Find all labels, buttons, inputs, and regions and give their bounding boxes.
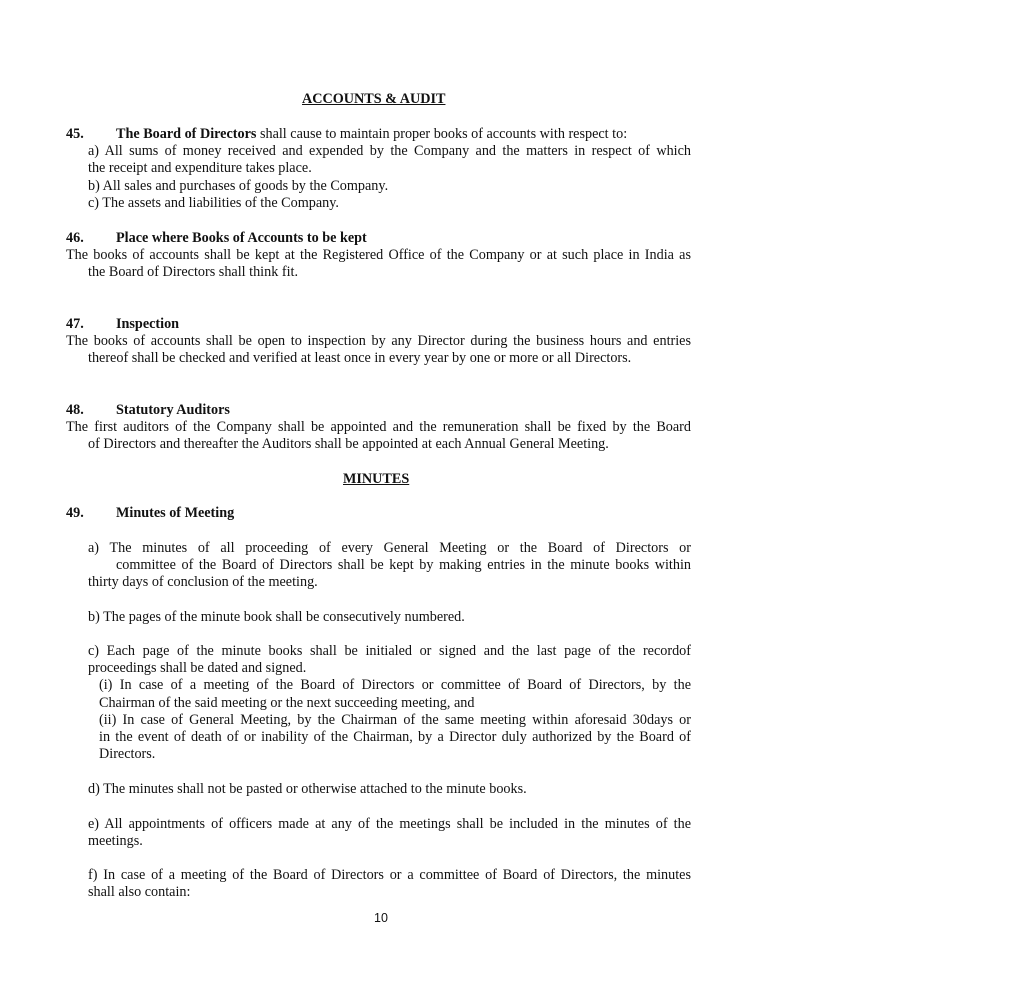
- clause-title: Minutes of Meeting: [116, 505, 235, 521]
- clause-48: [66, 402, 691, 454]
- clause-46: [66, 230, 691, 282]
- clause-number: 48.: [66, 402, 84, 418]
- clause-number: 46.: [66, 230, 84, 246]
- clause-49-item-a: [66, 540, 691, 592]
- clause-49-item-b: [66, 609, 691, 626]
- clause-45-item-b: b) All sales and purchases of goods by the Company.: [88, 177, 389, 194]
- clause-49-e-line2: meetings.: [88, 833, 143, 850]
- clause-49-d: d) The minutes shall not be pasted or otherwise attached to the minute books.: [88, 781, 527, 797]
- clause-49-a-line2: committee of the Board of Directors shall be kept by making entries in the minute books within: [116, 557, 691, 574]
- clause-49-c-line1: c) Each page of the minute books shall be initialed or signed and the last page of the recordof: [88, 643, 691, 659]
- clause-48-line2: of Directors and thereafter the Auditors shall be appointed at each Annual General Meeting.: [88, 436, 609, 453]
- clause-lead-text: shall cause to maintain proper books of accounts with respect to:: [256, 126, 628, 142]
- clause-49-c-i-line2: Chairman of the said meeting or the next succeeding meeting, and: [99, 694, 475, 711]
- clause-49-b: b) The pages of the minute book shall be consecutively numbered.: [88, 609, 465, 625]
- clause-title: Place where Books of Accounts to be kept: [116, 230, 367, 246]
- page-number: 10: [374, 911, 388, 925]
- clause-46-line1: The books of accounts shall be kept at the Registered Office of the Company or at such place in India as: [66, 247, 691, 264]
- section-heading-minutes: MINUTES: [343, 471, 410, 487]
- clause-47: [66, 316, 691, 368]
- clause-49-c-line2: proceedings shall be dated and signed.: [88, 660, 307, 677]
- clause-number: 45.: [66, 126, 84, 142]
- clause-49-f-line1: f) In case of a meeting of the Board of Directors or a committee of Board of Directors, the minutes: [88, 867, 691, 883]
- clause-49-a-line1: a) The minutes of all proceeding of every General Meeting or the Board of Directors or: [88, 540, 691, 556]
- clause-number: 47.: [66, 316, 84, 332]
- clause-45-item-a-line1: a) All sums of money received and expended by the Company and the matters in respect of which: [88, 143, 691, 160]
- clause-49-c-i-line1: (i) In case of a meeting of the Board of Directors or committee of Board of Directors, by the: [99, 677, 691, 694]
- clause-49-c-ii-line1: (ii) In case of General Meeting, by the Chairman of the same meeting within aforesaid 30days or: [99, 711, 691, 728]
- clause-49-item-f: [66, 867, 691, 901]
- clause-lead-bold: The Board of Directors: [116, 126, 257, 142]
- clause-48-line1: The first auditors of the Company shall be appointed and the remuneration shall be fixed by the Board: [66, 419, 691, 436]
- clause-45-item-a-line2: the receipt and expenditure takes place.: [88, 160, 312, 177]
- clause-49-e-line1: e) All appointments of officers made at any of the meetings shall be included in the minutes of the: [88, 816, 691, 832]
- clause-46-line2: the Board of Directors shall think fit.: [88, 264, 299, 281]
- clause-49-c-ii-line3: Directors.: [99, 746, 156, 763]
- clause-47-line1: The books of accounts shall be open to inspection by any Director during the business hours and entries: [66, 333, 691, 350]
- clause-49-item-c: [66, 643, 691, 763]
- clause-45-item-c: c) The assets and liabilities of the Company.: [88, 194, 339, 211]
- clause-47-line2: thereof shall be checked and verified at least once in every year by one or more or all Directors.: [88, 350, 632, 367]
- clause-49-a-line3: thirty days of conclusion of the meeting.: [88, 574, 318, 591]
- clause-number: 49.: [66, 505, 84, 521]
- clause-45: [66, 126, 691, 212]
- clause-49-c-ii-line2: in the event of death of or inability of the Chairman, by a Director duly authorized by the Board of: [99, 729, 691, 746]
- clause-49-title-row: [66, 505, 691, 522]
- section-heading-accounts-audit: ACCOUNTS & AUDIT: [302, 91, 446, 107]
- clause-title: Statutory Auditors: [116, 402, 230, 418]
- clause-49-item-d: [66, 781, 691, 798]
- clause-title: Inspection: [116, 316, 180, 332]
- clause-49-f-line2: shall also contain:: [88, 884, 191, 901]
- clause-49-item-e: [66, 816, 691, 850]
